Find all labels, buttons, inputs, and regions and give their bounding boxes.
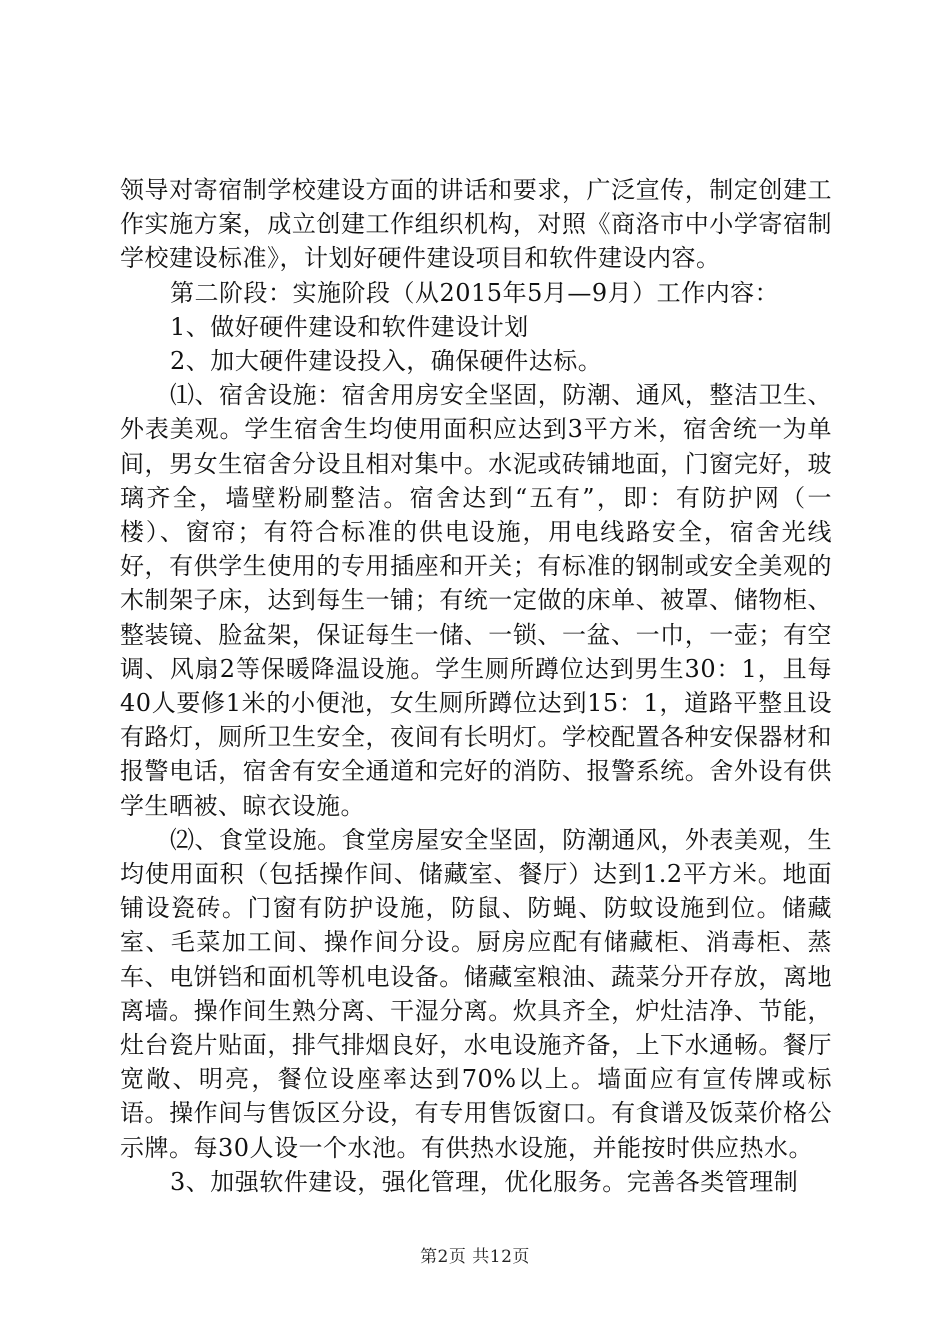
paragraph-2: 第二阶段：实施阶段（从2015年5月—9月）工作内容： [170, 278, 780, 307]
paragraph-3: 1、做好硬件建设和软件建设计划 [170, 312, 529, 341]
paragraph-6: ⑵、食堂设施。食堂房屋安全坚固，防潮通风，外表美观，生均使用面积（包括操作间、储藏室、餐厅）达到1.2平方米。地面铺设瓷砖。门窗有防护设施，防鼠、防蝇、防蚊设施到位。储藏室、毛菜加工间、操作间分设。厨房应配有储藏柜、消毒柜、蒸车、电饼铛和面机等机电设备。储藏室粮油、蔬菜分开存放，离地离墙。操作间生熟分离、干湿分离。炊具齐全，炉灶洁净、节能，灶台瓷片贴面，排气排烟良好，水电设施齐备，上下水通畅。餐厅宽敞、明亮，餐位设座率达到70%以上。墙面应有宣传牌或标语。操作间与售饭区分设，有专用售饭窗口。有食谱及饭菜价格公示牌。每30人设一个水池。有供热水设施，并能按时供应热水。 [120, 825, 832, 1162]
paragraph-4: 2、加大硬件建设投入，确保硬件达标。 [170, 347, 603, 376]
paragraph-1: 领导对寄宿制学校建设方面的讲话和要求，广泛宣传，制定创建工作实施方案，成立创建工作组织机构，对照《商洛市中小学寄宿制学校建设标准》，计划好硬件建设项目和软件建设内容。 [120, 176, 832, 273]
document-body [120, 173, 832, 1199]
paragraph-7: 3、加强软件建设，强化管理，优化服务。完善各类管理制 [170, 1167, 799, 1196]
page-footer: 第2页 共12页 [420, 1247, 530, 1267]
paragraph-5: ⑴、宿舍设施：宿舍用房安全坚固，防潮、通风，整洁卫生、外表美观。学生宿舍生均使用面积应达到3平方米，宿舍统一为单间，男女生宿舍分设且相对集中。水泥或砖铺地面，门窗完好，玻璃齐全，墙壁粉刷整洁。宿舍达到“五有”，即：有防护网（一楼）、窗帘；有符合标准的供电设施，用电线路安全，宿舍光线好，有供学生使用的专用插座和开关；有标准的钢制或安全美观的木制架子床，达到每生一铺；有统一定做的床单、被罩、储物柜、整装镜、脸盆架，保证每生一储、一锁、一盆、一巾，一壶；有空调、风扇2等保暖降温设施。学生厕所蹲位达到男生30：1，且每40人要修1米的小便池，女生厕所蹲位达到15：1，道路平整且设有路灯，厕所卫生安全，夜间有长明灯。学校配置各种安保器材和报警电话，宿舍有安全通道和完好的消防、报警系统。舍外设有供学生晒被、晾衣设施。 [120, 381, 832, 820]
